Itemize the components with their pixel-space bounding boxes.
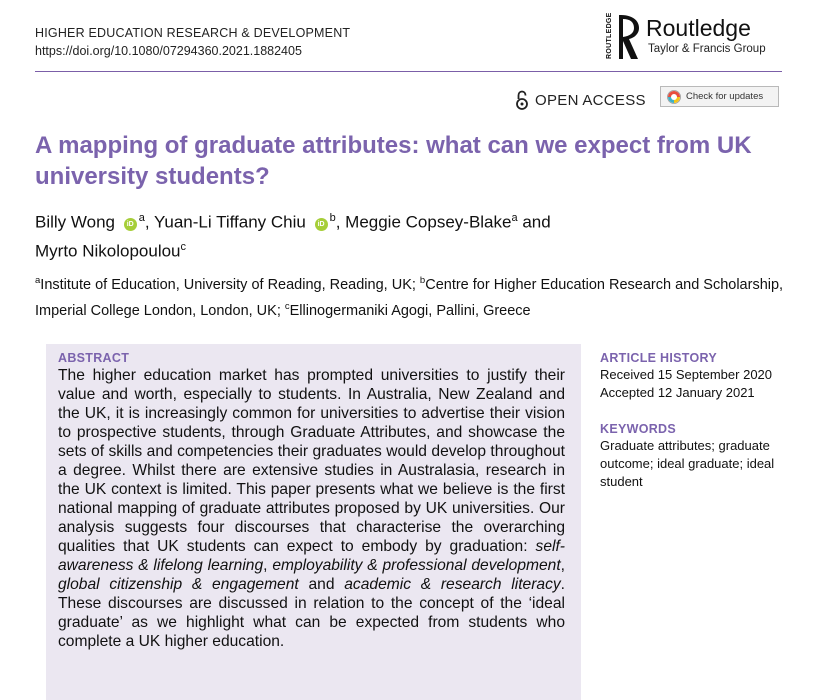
affil-mark: c [284,300,290,312]
check-for-updates-button[interactable] [660,86,779,107]
author-name: Yuan-Li Tiffany Chiu [154,212,306,232]
abstract-heading: ABSTRACT [58,351,130,365]
author-affil-mark: a [138,212,145,224]
affil-mark: a [35,275,41,286]
keywords-heading: KEYWORDS [600,422,677,436]
affil-mark: b [419,275,426,286]
affiliations [35,270,795,322]
abstract-separator: and [298,576,345,593]
open-access-label: OPEN ACCESS [535,91,646,109]
journal-header [35,24,350,60]
affiliation-text: Centre for Higher Education Research and Scholarship, Imperial College London, London, UK; [35,276,784,319]
abstract-emphasis: academic & research literacy [344,576,561,593]
received-date: Received 15 September 2020 [600,367,773,382]
author-name: Billy Wong [35,212,115,232]
author-affil-mark: a [511,212,518,224]
keywords-text: Graduate attributes; graduate outcome; ideal graduate; ideal student [600,438,775,489]
affiliation-text: Institute of Education, University of Reading, Reading, UK; [40,276,420,293]
publisher-name: Routledge [646,15,751,41]
orcid-icon[interactable]: iD [124,218,137,231]
author-separator: and [517,212,551,232]
publisher-group: Taylor & Francis Group [648,43,766,55]
accepted-date: Accepted 12 January 2021 [600,385,755,400]
keywords-section [600,422,800,491]
affiliation-text: Ellinogermaniki Agogi, Pallini, Greece [289,302,531,319]
abstract-emphasis: global citizenship & engagement [58,576,299,593]
abstract-body [58,366,565,651]
abstract-separator: , [263,557,273,574]
publisher-logo [606,13,786,65]
publisher-vertical-text: ROUTLEDGE [606,12,613,59]
open-access-badge [515,88,646,112]
history-heading: ARTICLE HISTORY [600,351,718,365]
check-for-updates-label: Check for updates [686,91,764,102]
abstract-text: . These discourses are discussed in relation to the concept of the ‘ideal graduate’ as we highlight what can be expected from students who complete a UK higher education. [58,576,566,650]
orcid-icon[interactable]: iD [315,218,328,231]
abstract-emphasis: employability & professional development [272,557,561,574]
header-divider [35,71,782,72]
doi-link[interactable]: https://doi.org/10.1080/07294360.2021.1882405 [35,44,302,58]
abstract-separator: , [560,557,565,574]
author-name: Myrto Nikolopoulou [35,241,181,261]
open-lock-icon [515,90,529,110]
author-name: Meggie Copsey-Blake [345,212,512,232]
article-title: A mapping of graduate attributes: what can we expect from UK university students? [35,132,752,190]
routledge-mark-icon [618,13,642,61]
article-history [600,351,800,402]
abstract-emphasis: self-awareness & lifelong learning [58,538,565,574]
author-affil-mark: b [329,212,336,224]
journal-name: HIGHER EDUCATION RESEARCH & DEVELOPMENT [35,26,351,40]
author-affil-mark: c [180,240,187,253]
abstract-text: The higher education market has prompted universities to justify their value and worth, especially to students. In Australia, New Zealand and the UK, it is increasingly common for universities to advertise their vision to prospective students, through Graduate Attributes, and showcase the sets of skills and competencies their graduates would develop throughout a degree. Whilst there are extensive studies in Australasia, research in the UK context is limited. This paper presents what we believe is the first national mapping of graduate attributes proposed by UK universities. Our analysis suggests four discourses that characterise the overarching qualities that UK students can expect to embody by graduation: [58,367,565,555]
author-separator: , [144,212,154,232]
author-separator: , [335,212,346,232]
crossmark-icon [667,90,681,104]
author-list [35,206,735,263]
